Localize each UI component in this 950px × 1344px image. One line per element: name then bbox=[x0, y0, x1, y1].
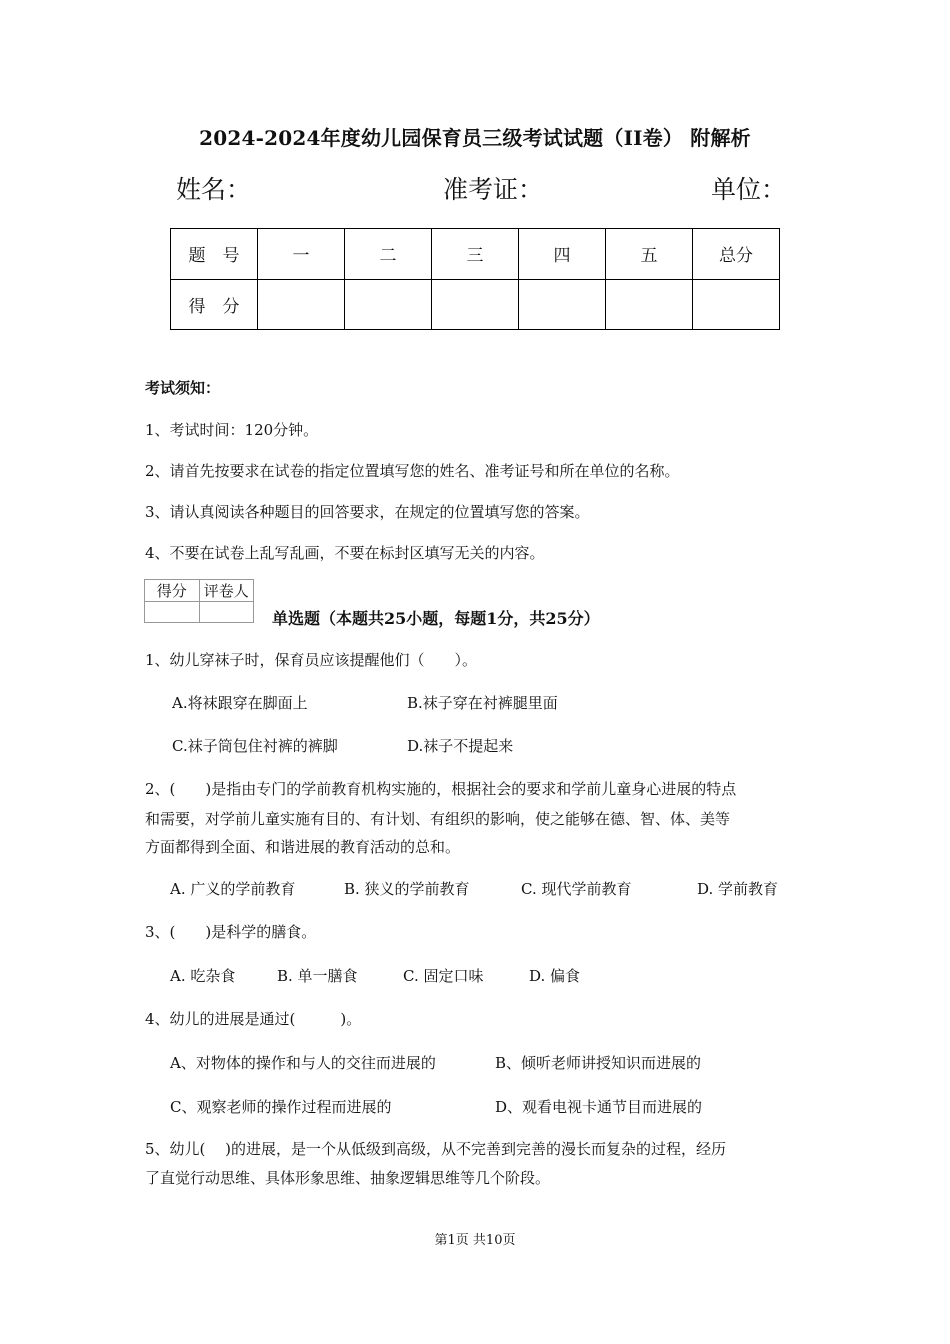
score-entry-cell bbox=[693, 279, 780, 330]
question-option: D. 偏食 bbox=[529, 967, 581, 985]
notice-item: 2、请首先按要求在试卷的指定位置填写您的姓名、准考证号和所在单位的名称。 bbox=[145, 462, 680, 480]
score-entry-cell bbox=[258, 279, 345, 330]
page-title: 2024-2024年度幼儿园保育员三级考试试题（II卷） 附解析 bbox=[199, 126, 751, 150]
score-row-label: 得 分 bbox=[171, 279, 258, 330]
score-table bbox=[170, 228, 780, 330]
notice-item: 4、不要在试卷上乱写乱画，不要在标封区填写无关的内容。 bbox=[145, 544, 545, 562]
question-option: B. 狭义的学前教育 bbox=[344, 880, 470, 898]
score-table-header-row bbox=[171, 229, 780, 280]
score-entry-cell bbox=[519, 279, 606, 330]
notice-item: 3、请认真阅读各种题目的回答要求，在规定的位置填写您的答案。 bbox=[145, 503, 590, 521]
section-title: 单选题（本题共25小题，每题1分，共25分） bbox=[272, 609, 600, 628]
question-option: A. 广义的学前教育 bbox=[170, 880, 296, 898]
score-entry-cell bbox=[606, 279, 693, 330]
score-table-score-row bbox=[171, 279, 780, 330]
score-table-cell: 三 bbox=[432, 229, 519, 280]
page-footer: 第1页 共10页 bbox=[434, 1233, 516, 1248]
question-option: D、观看电视卡通节目而进展的 bbox=[495, 1098, 703, 1116]
question-option: C、观察老师的操作过程而进展的 bbox=[170, 1098, 392, 1116]
notice-heading: 考试须知： bbox=[145, 379, 221, 397]
score-table-cell: 一 bbox=[258, 229, 345, 280]
question-option: B.袜子穿在衬裤腿里面 bbox=[407, 694, 558, 712]
question-stem-line: 5、幼儿( )的进展，是一个从低级到高级，从不完善到完善的漫长而复杂的过程，经历 bbox=[145, 1140, 727, 1158]
question-option: B. 单一膳食 bbox=[277, 967, 358, 985]
grader-score-label: 得分 bbox=[145, 580, 200, 602]
question-stem-line: 和需要，对学前儿童实施有目的、有计划、有组织的影响，使之能够在德、智、体、美等 bbox=[145, 810, 731, 828]
question-option: D. 学前教育 bbox=[697, 880, 779, 898]
grader-name-cell bbox=[199, 602, 254, 623]
question-option: C. 固定口味 bbox=[403, 967, 484, 985]
question-stem: 1、幼儿穿袜子时，保育员应该提醒他们（ ）。 bbox=[145, 651, 478, 669]
name-field-label: 姓名： bbox=[176, 175, 252, 204]
notice-item: 1、考试时间：120分钟。 bbox=[145, 421, 319, 439]
question-option: C. 现代学前教育 bbox=[521, 880, 632, 898]
grader-box bbox=[144, 579, 254, 623]
question-option: C.袜子筒包住衬裤的裤脚 bbox=[172, 737, 338, 755]
question-stem-line: 方面都得到全面、和谐进展的教育活动的总和。 bbox=[145, 838, 461, 856]
score-table-cell: 题 号 bbox=[171, 229, 258, 280]
score-table-cell: 二 bbox=[345, 229, 432, 280]
question-option: A、对物体的操作和与人的交往而进展的 bbox=[170, 1054, 436, 1072]
question-stem-line: 了直觉行动思维、具体形象思维、抽象逻辑思维等几个阶段。 bbox=[145, 1169, 551, 1187]
score-table-cell: 总分 bbox=[693, 229, 780, 280]
question-option: D.袜子不提起来 bbox=[407, 737, 514, 755]
grader-score-cell bbox=[145, 602, 200, 623]
grader-name-label: 评卷人 bbox=[199, 580, 254, 602]
question-stem-line: 2、( )是指由专门的学前教育机构实施的，根据社会的要求和学前儿童身心进展的特点 bbox=[145, 780, 737, 798]
unit-field-label: 单位： bbox=[711, 175, 787, 204]
score-table-cell: 四 bbox=[519, 229, 606, 280]
question-option: A.将袜跟穿在脚面上 bbox=[172, 694, 308, 712]
score-entry-cell bbox=[345, 279, 432, 330]
score-entry-cell bbox=[432, 279, 519, 330]
exam-id-field-label: 准考证： bbox=[443, 175, 544, 204]
question-stem: 4、幼儿的进展是通过( )。 bbox=[145, 1010, 362, 1028]
score-table-cell: 五 bbox=[606, 229, 693, 280]
question-option: B、倾听老师讲授知识而进展的 bbox=[495, 1054, 702, 1072]
question-stem: 3、( )是科学的膳食。 bbox=[145, 923, 317, 941]
question-option: A. 吃杂食 bbox=[170, 967, 236, 985]
